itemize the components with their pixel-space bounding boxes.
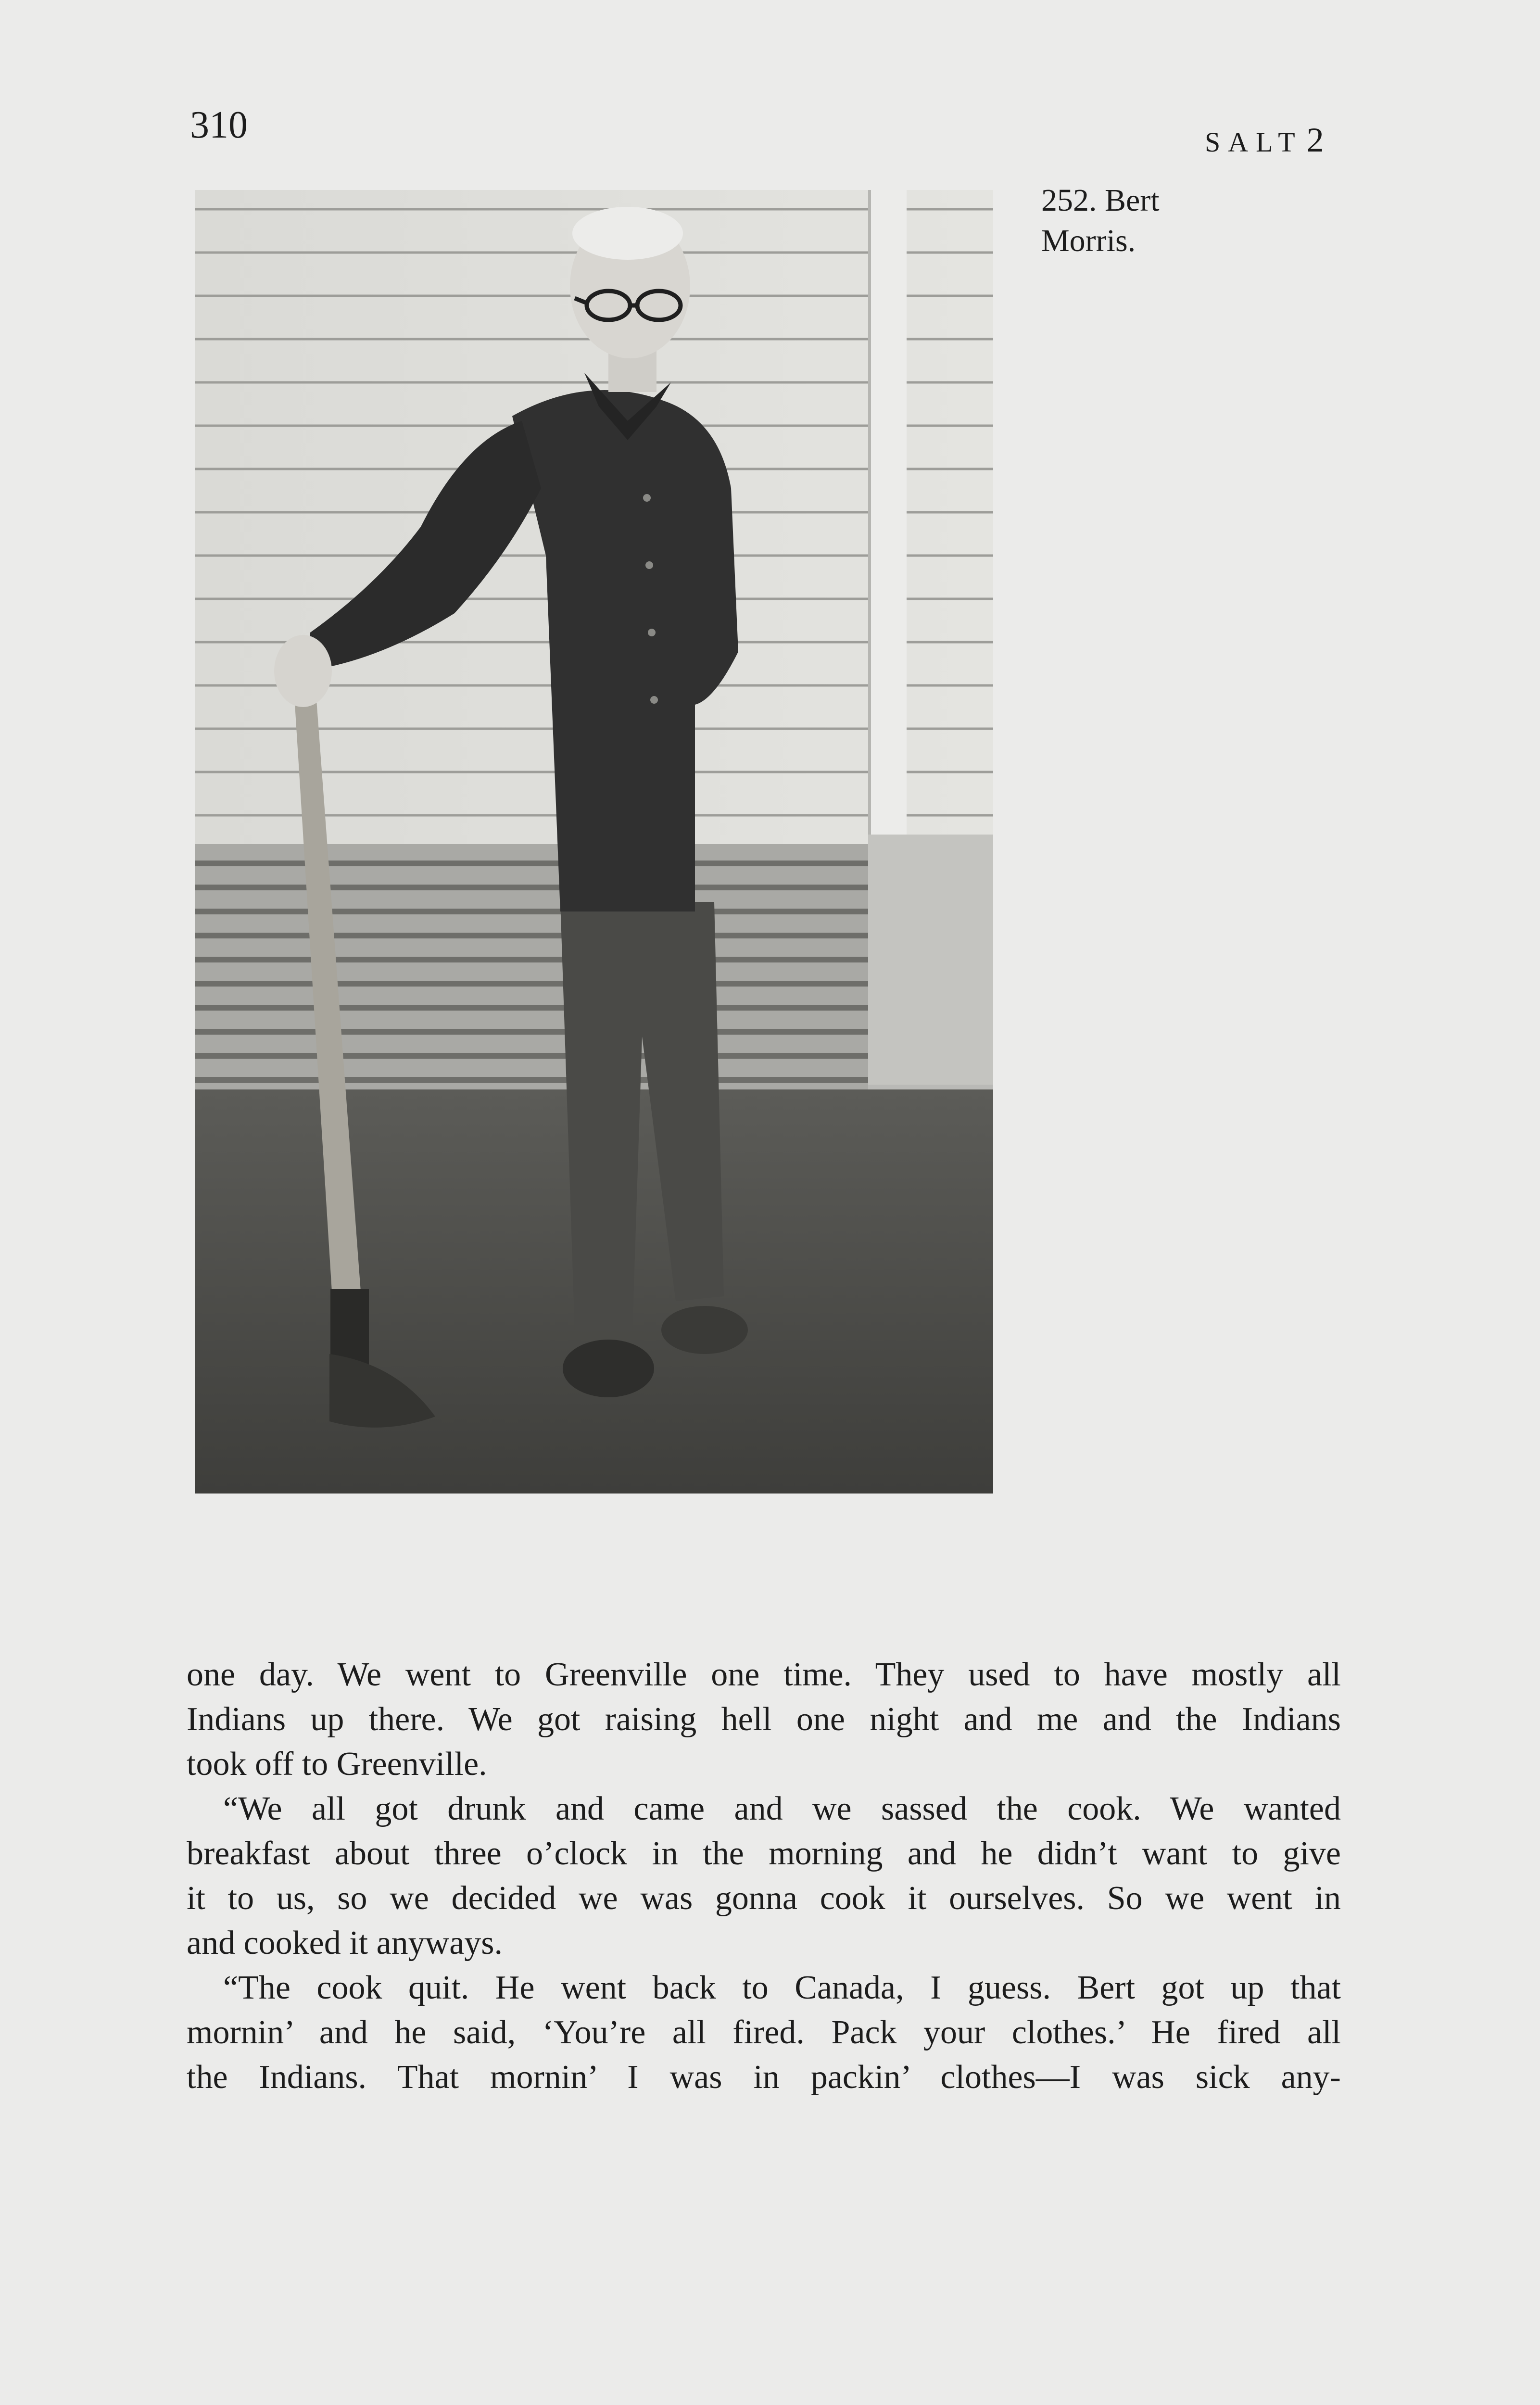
text-line: and cooked it anyways. (187, 1924, 503, 1962)
running-head (1205, 123, 1324, 157)
caption-line: Morris. (1041, 223, 1136, 258)
text-line: mornin’ and he said, ‘You’re all fired. Pack your clothes.’ He fired all (187, 2014, 1341, 2051)
caption-line: 252. Bert (1041, 183, 1160, 218)
text-line: took off to Greenville. (187, 1746, 487, 1783)
text-line: “The cook quit. He went back to Canada, I guess. Bert got up that (223, 1969, 1341, 2006)
running-head-volume: 2 (1306, 121, 1324, 159)
text-line: “We all got drunk and came and we sassed the cook. We wanted (223, 1790, 1341, 1827)
text-line: Indians up there. We got raising hell one night and me and the Indians (187, 1701, 1341, 1738)
photo-bert-morris (195, 190, 993, 1494)
text-line: breakfast about three o’clock in the morning and he didn’t want to give (187, 1835, 1341, 1872)
text-line: one day. We went to Greenville one time. They used to have mostly all (187, 1656, 1341, 1693)
text-line: the Indians. That mornin’ I was in packin’ clothes—I was sick any- (187, 2059, 1341, 2096)
body-text (187, 1652, 1341, 2100)
page-number: 310 (190, 104, 248, 146)
text-line: it to us, so we decided we was gonna cook it ourselves. So we went in (187, 1880, 1341, 1917)
figure-caption (1041, 180, 1267, 261)
running-head-title: SALT (1205, 127, 1303, 158)
photograph (195, 190, 993, 1494)
